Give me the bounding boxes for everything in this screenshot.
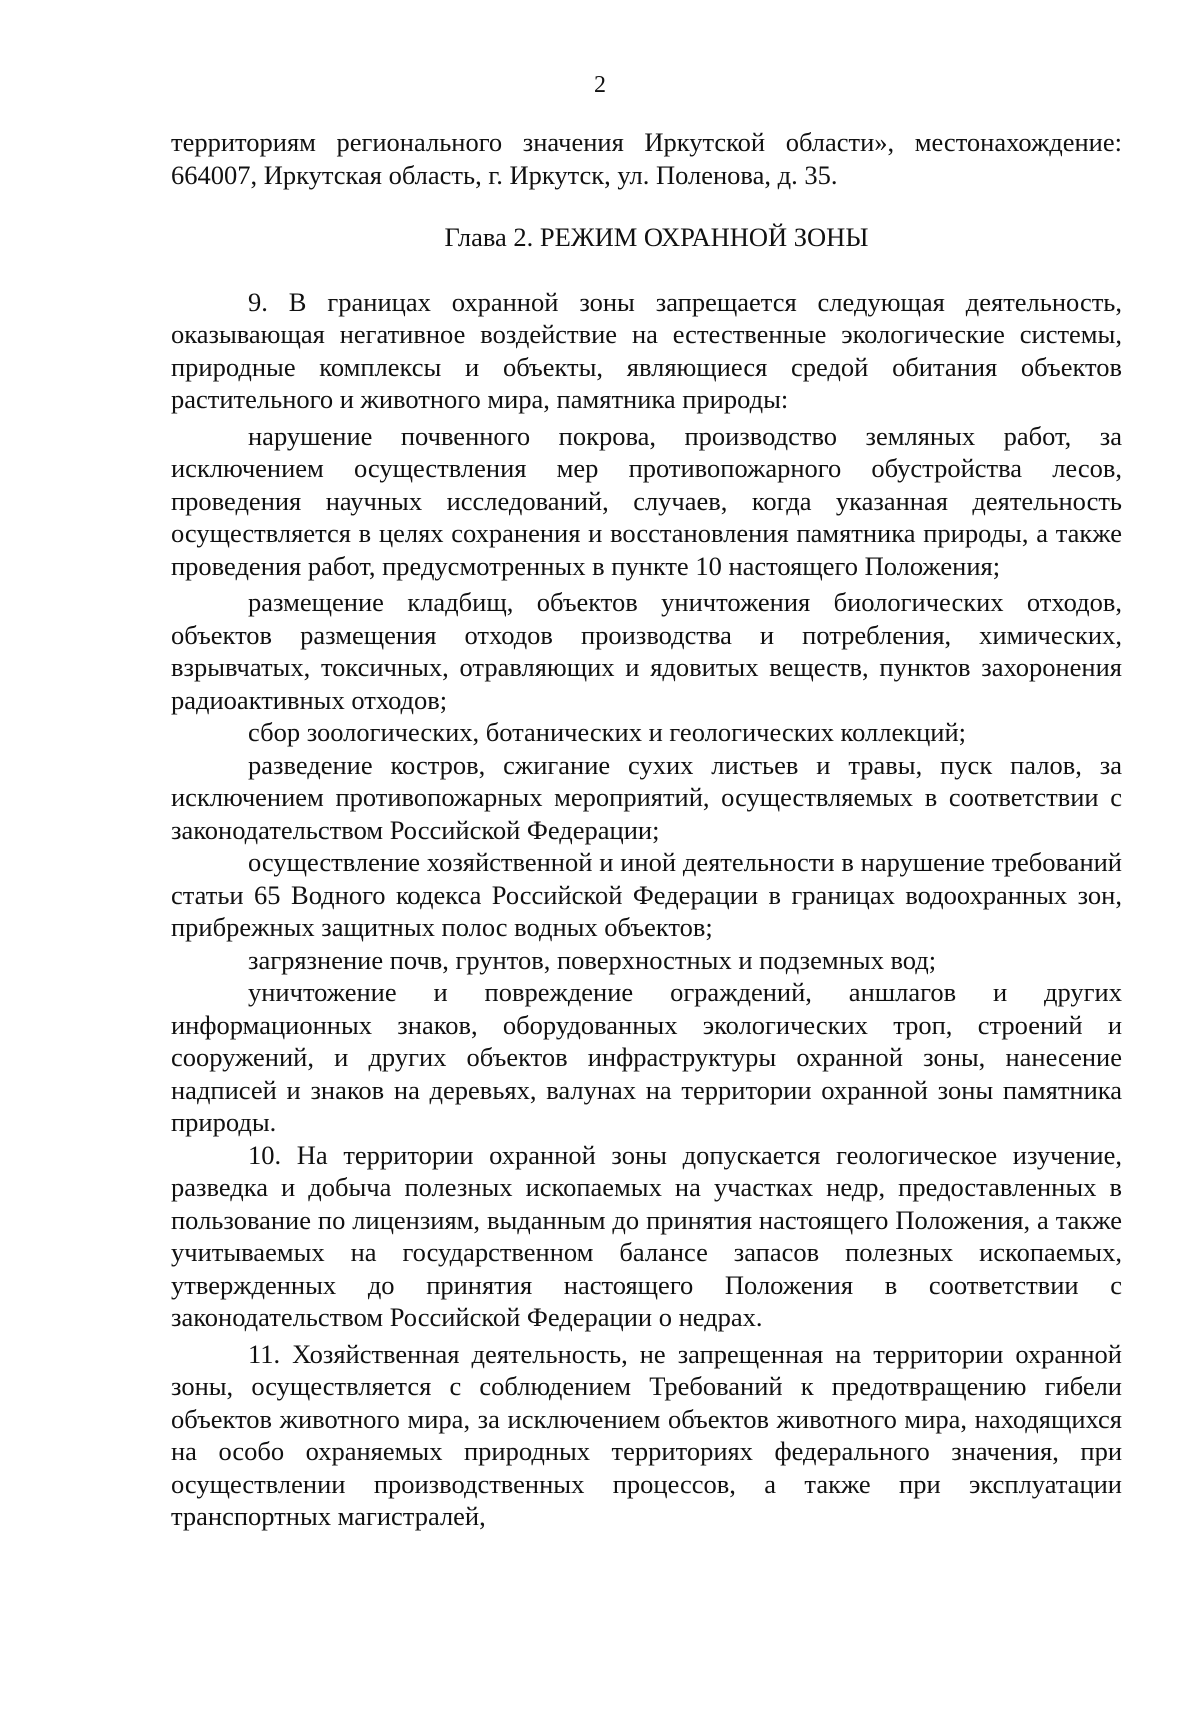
intro-paragraph: территориям регионального значения Иркутской области», местонахождение: 664007, Иркутская область, г. Иркутск, ул. Поленова, д. 35. xyxy=(171,127,1122,190)
list-item: сбор зоологических, ботанических и геологических коллекций; xyxy=(248,717,966,747)
list-item: загрязнение почв, грунтов, поверхностных и подземных вод; xyxy=(248,944,937,975)
paragraph-11: 11. Хозяйственная деятельность, не запрещенная на территории охранной зоны, осуществляется с соблюдением Требований к предотвращению гибели объектов животного мира, за исключением объектов животного мира, находящихся на особо охраняемых природных территориях федерального значения, при осуществлении производственных процессов, а также при эксплуатации транспортных магистралей, xyxy=(171,1338,1122,1531)
list-item: осуществление хозяйственной и иной деятельности в нарушение требований статьи 65 Водного кодекса Российской Федерации в границах водоохранных зон, прибрежных защитных полос водных объектов; xyxy=(171,847,1122,942)
paragraph-9: 9. В границах охранной зоны запрещается следующая деятельность, оказывающая негативное воздействие на естественные экологические системы, природные комплексы и объекты, являющиеся средой обитания объектов растительного и животного мира, памятника природы: xyxy=(171,286,1122,414)
document-body xyxy=(171,126,1122,1533)
list-item: размещение кладбищ, объектов уничтожения биологических отходов, объектов размещения отходов производства и потребления, химических, взрывчатых, токсичных, отравляющих и ядовитых веществ, пунктов захоронения радиоактивных отходов; xyxy=(171,587,1122,715)
list-item: разведение костров, сжигание сухих листьев и травы, пуск палов, за исключением противопожарных мероприятий, осуществляемых в соответствии с законодательством Российской Федерации; xyxy=(171,749,1122,845)
list-item: нарушение почвенного покрова, производство земляных работ, за исключением осуществления мер противопожарного обустройства лесов, проведения научных исследований, случаев, когда указанная деятельность осуществляется в целях сохранения и восстановления памятника природы, а также проведения работ, предусмотренных в пункте 10 настоящего Положения; xyxy=(171,420,1122,581)
list-item: уничтожение и повреждение ограждений, аншлагов и других информационных знаков, оборудованных экологических троп, строений и сооружений, и других объектов инфраструктуры охранной зоны, нанесение надписей и знаков на деревьях, валунах на территории охранной зоны памятника природы. xyxy=(171,977,1122,1137)
chapter-heading: Глава 2. РЕЖИМ ОХРАННОЙ ЗОНЫ xyxy=(444,222,869,252)
paragraph-10: 10. На территории охранной зоны допускается геологическое изучение, разведка и добыча полезных ископаемых на участках недр, предоставленных в пользование по лицензиям, выданным до принятия настоящего Положения, а также учитываемых на государственном балансе запасов полезных ископаемых, утвержденных до принятия настоящего Положения в соответствии с законодательством Российской Федерации о недрах. xyxy=(171,1139,1122,1332)
page-number: 2 xyxy=(594,72,606,98)
